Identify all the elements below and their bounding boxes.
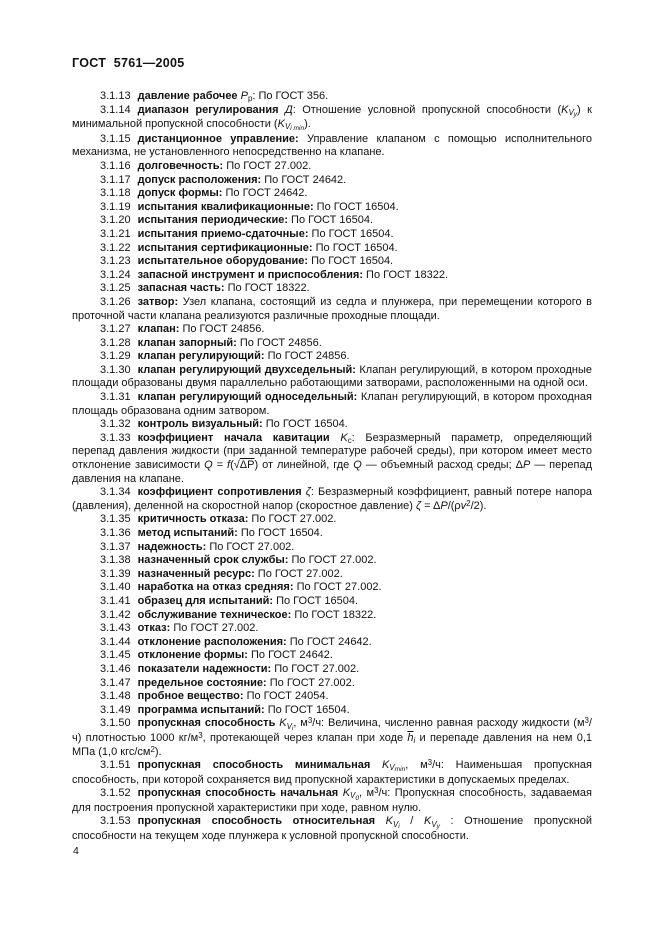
term-3.1.27: 3.1.27 клапан: По ГОСТ 24856.: [100, 323, 265, 336]
term-number: 3.1.34: [100, 486, 131, 499]
term-number: 3.1.23: [100, 255, 131, 268]
term-number: 3.1.52: [100, 787, 131, 800]
terms-list: [72, 90, 592, 844]
term-number: 3.1.13: [100, 90, 131, 102]
term-3.1.23: 3.1.23 испытательное оборудование: По ГОСТ 16504.: [100, 255, 394, 268]
term-number: 3.1.46: [100, 662, 131, 675]
page-number: 4: [73, 845, 79, 857]
term-number: 3.1.29: [100, 350, 131, 363]
term-3.1.38: 3.1.38 назначенный срок службы: По ГОСТ 27.002.: [100, 554, 377, 567]
term-number: 3.1.19: [100, 200, 131, 213]
term-3.1.48: 3.1.48 пробное вещество: По ГОСТ 24054.: [100, 690, 329, 703]
term-3.1.45: 3.1.45 отклонение формы: По ГОСТ 24642.: [100, 649, 333, 662]
term-number: 3.1.49: [100, 703, 131, 716]
term-number: 3.1.44: [100, 635, 131, 648]
term-number: 3.1.28: [100, 336, 131, 349]
term-3.1.41: 3.1.41 образец для испытаний: По ГОСТ 16504.: [100, 594, 359, 607]
term-number: 3.1.43: [100, 622, 131, 635]
term-number: 3.1.20: [100, 214, 131, 227]
term-3.1.16: 3.1.16 долговечность: По ГОСТ 27.002.: [100, 159, 312, 172]
term-number: 3.1.51: [100, 759, 131, 772]
document-header: ГОСТ 5761—2005: [72, 56, 185, 70]
term-number: 3.1.15: [100, 132, 131, 145]
term-number: 3.1.16: [100, 159, 131, 172]
term-number: 3.1.36: [100, 527, 131, 539]
term-3.1.43: 3.1.43 отказ: По ГОСТ 27.002.: [100, 622, 259, 635]
term-number: 3.1.35: [100, 513, 131, 526]
term-3.1.20: 3.1.20 испытания периодические: По ГОСТ 16504.: [100, 214, 374, 227]
term-3.1.25: 3.1.25 запасная часть: По ГОСТ 18322.: [100, 282, 310, 295]
term-3.1.13: 3.1.13 давление рабочее $P_р$: По ГОСТ 356.: [100, 90, 329, 104]
term-number: 3.1.32: [100, 418, 131, 431]
term-number: 3.1.27: [100, 323, 131, 336]
term-number: 3.1.37: [100, 540, 131, 553]
term-number: 3.1.53: [100, 815, 131, 828]
term-3.1.33: 3.1.33 коэффициент начала кавитации $K_с$: Безразмерный параметр, определяющий перепад давления жидкости (при заданной температуре рабочей среды), при котором имеет место отклонение зависимости Q = f(√ΔP) от линейной, где Q — объемный расход среды; ΔP — перепад давления на клапане.: [72, 431, 592, 485]
term-3.1.32: 3.1.32 контроль визуальный: По ГОСТ 16504.: [100, 418, 348, 431]
term-3.1.44: 3.1.44 отклонение расположения: По ГОСТ 24642.: [100, 635, 372, 648]
term-3.1.52: 3.1.52 пропускная способность начальная $K_{V0}$, $м^3/ч$: Пропускная способность, задаваемая для построения пропускной характеристики при ходе, равном нулю.: [72, 786, 593, 814]
term-number: 3.1.50: [100, 717, 131, 730]
term-number: 3.1.39: [100, 567, 131, 580]
term-number: 3.1.48: [100, 690, 131, 703]
term-number: 3.1.18: [100, 187, 131, 200]
term-3.1.49: 3.1.49 программа испытаний: По ГОСТ 16504.: [100, 703, 350, 716]
term-3.1.39: 3.1.39 назначенный ресурс: По ГОСТ 27.002.: [100, 567, 343, 580]
term-number: 3.1.21: [100, 227, 131, 240]
term-3.1.36: 3.1.36 метод испытаний: По ГОСТ 16504.: [100, 527, 323, 539]
term-3.1.34: 3.1.34 коэффициент сопротивления ζ: Безразмерный коэффициент, равный потере напора (давления), деленной на скоростной напор (скоростное давление) $\zeta = \Delta P/(\rho v^2/2)$.: [72, 486, 592, 512]
term-3.1.35: 3.1.35 критичность отказа: По ГОСТ 27.002.: [100, 513, 337, 526]
term-number: 3.1.26: [100, 295, 131, 308]
term-3.1.22: 3.1.22 испытания сертификационные: По ГОСТ 16504.: [100, 241, 398, 254]
term-3.1.40: 3.1.40 наработка на отказ средняя: По ГОСТ 27.002.: [100, 581, 382, 594]
term-3.1.15: 3.1.15 дистанционное управление: Управление клапаном с помощью исполнительного механизма, не установленного непосредственно на клапане.: [72, 132, 592, 159]
term-number: 3.1.24: [100, 268, 131, 281]
term-number: 3.1.41: [100, 594, 131, 607]
term-number: 3.1.14: [100, 103, 131, 116]
term-3.1.17: 3.1.17 допуск расположения: По ГОСТ 24642.: [100, 173, 347, 186]
term-3.1.37: 3.1.37 надежность: По ГОСТ 27.002.: [100, 540, 295, 553]
term-3.1.29: 3.1.29 клапан регулирующий: По ГОСТ 24856.: [100, 350, 350, 363]
term-3.1.53: 3.1.53 пропускная способность относительная $K_{Vi} / K_{Vу}$ : Отношение пропускной способности на текущем ходе плунжера к условной пропускной способности.: [72, 815, 592, 843]
term-3.1.47: 3.1.47 предельное состояние: По ГОСТ 27.002.: [100, 676, 355, 689]
term-3.1.21: 3.1.21 испытания приемо-сдаточные: По ГОСТ 16504.: [100, 227, 394, 240]
term-number: 3.1.47: [100, 676, 131, 689]
term-number: 3.1.25: [100, 282, 131, 295]
term-3.1.31: 3.1.31 клапан регулирующий односедельный: Клапан регулирующий, в котором проходная площадь образована одним затвором.: [72, 391, 592, 417]
term-number: 3.1.38: [100, 554, 131, 567]
term-3.1.50: 3.1.50 пропускная способность $K_{Vi}$, $м^3/ч$: Величина, численно равная расходу жидкости $(м^3/ч)$ плотностью 1000 $кг/м^3$, протекающей через клапан при ходе $\overline{h}_i$ и перепаде давления на нем 0,1 МПа (1,0 кгс/$см^2$).: [72, 716, 592, 758]
term-3.1.14: 3.1.14 диапазон регулирования Д: Отношение условной пропускной способности $(K_{Vу})$ к минимальной пропускной способности $(K_{Vi min})$.: [72, 103, 592, 133]
term-3.1.18: 3.1.18 допуск формы: По ГОСТ 24642.: [100, 187, 308, 200]
term-3.1.24: 3.1.24 запасной инструмент и приспособления: По ГОСТ 18322.: [100, 268, 449, 281]
term-number: 3.1.17: [100, 173, 131, 186]
term-number: 3.1.40: [100, 581, 131, 594]
term-3.1.26: 3.1.26 затвор: Узел клапана, состоящий из седла и плунжера, при перемещении которого в проточной части клапана реализуются различные проходные площади.: [72, 295, 592, 322]
term-3.1.46: 3.1.46 показатели надежности: По ГОСТ 27.002.: [100, 662, 360, 675]
term-number: 3.1.30: [100, 363, 131, 376]
term-number: 3.1.45: [100, 649, 131, 662]
term-number: 3.1.42: [100, 608, 131, 621]
term-3.1.30: 3.1.30 клапан регулирующий двухседельный: Клапан регулирующий, в котором проходные площади образованы двумя параллельно работающими затворами, расположенными на одной оси.: [72, 363, 592, 390]
term-3.1.19: 3.1.19 испытания квалификационные: По ГОСТ 16504.: [100, 200, 399, 213]
term-3.1.42: 3.1.42 обслуживание техническое: По ГОСТ 18322.: [100, 608, 377, 621]
term-number: 3.1.22: [100, 241, 131, 254]
term-3.1.51: 3.1.51 пропускная способность минимальная $K_{Vmin}$, $м^3/ч$: Наименьшая пропускная способность, при которой сохраняется вид пропускной характеристики в допускаемых пределах.: [72, 758, 592, 786]
term-number: 3.1.33: [100, 431, 131, 444]
term-number: 3.1.31: [100, 391, 131, 404]
term-3.1.28: 3.1.28 клапан запорный: По ГОСТ 24856.: [100, 336, 322, 349]
